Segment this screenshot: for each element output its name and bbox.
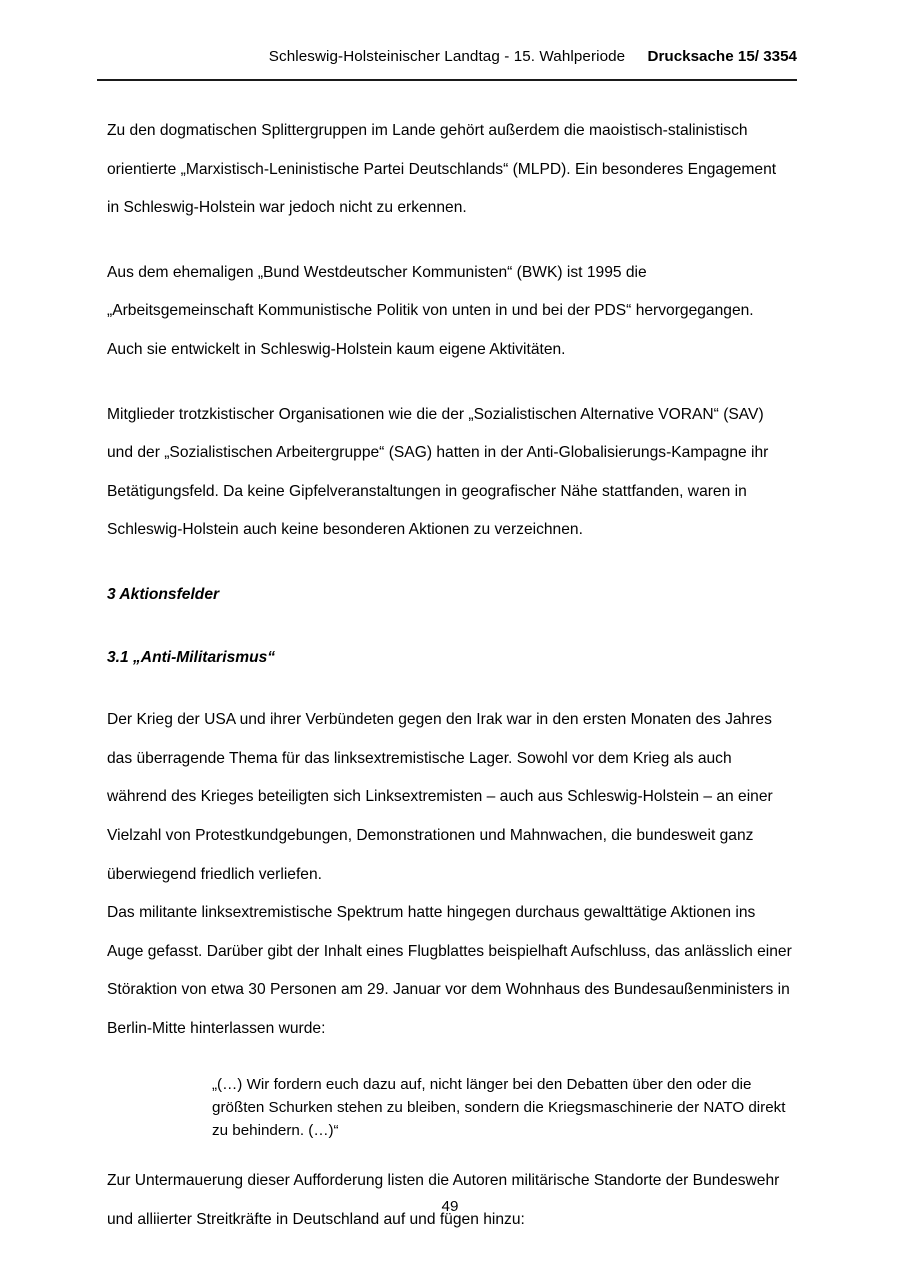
page-number: 49 [441, 1198, 459, 1215]
header-row [97, 48, 797, 65]
running-header [97, 48, 797, 78]
paragraph-irakkrieg: Der Krieg der USA und ihrer Verbündeten gegen den Irak war in den ersten Monaten des Jahres das überragende Thema für das linksextremistische Lager. Sowohl vor dem Krieg als auch während des Krieges beteiligten sich Linksextremisten – auch aus Schleswig-Holstein – an einer Vielzahl von Protestkundgebungen, Demonstrationen und Mahnwachen, die bundesweit ganz überwiegend friedlich verliefen. [107, 711, 778, 883]
paragraph-militantes-spektrum: Das militante linksextremistische Spektrum hatte hingegen durchaus gewalttätige Aktionen ins Auge gefasst. Darüber gibt der Inhalt eines Flugblattes beispielhaft Aufschluss, das anlässlich einer Störaktion von etwa 30 Personen am 29. Januar vor dem Wohnhaus des Bundesaußenministers in Berlin-Mitte hinterlassen wurde: [107, 904, 797, 1037]
page-footer [0, 1198, 900, 1216]
document-body [107, 112, 797, 1265]
header-divider-rule [97, 79, 797, 81]
paragraph-untermauerung: Zur Untermauerung dieser Aufforderung listen die Autoren militärische Standorte der Bundeswehr und alliierter Streitkräfte in Deutschland auf und fügen hinzu: [107, 1172, 784, 1228]
header-document-number: Drucksache 15/ 3354 [647, 48, 797, 65]
section-heading-aktionsfelder: 3 Aktionsfelder [107, 585, 220, 603]
header-title: Schleswig-Holsteinischer Landtag - 15. Wahlperiode [268, 48, 626, 65]
blockquote-flugblatt: „(…) Wir fordern euch dazu auf, nicht länger bei den Debatten über den oder die größten Schurken stehen zu bleiben, sondern die Kriegsmaschinerie der NATO direkt zu behindern. (…)“ [212, 1076, 790, 1139]
paragraph-mlpd: Zu den dogmatischen Splittergruppen im Lande gehört außerdem die maoistisch-stalinistisch orientierte „Marxistisch-Leninistische Partei Deutschlands“ (MLPD). Ein besonderes Engagement in Schleswig-Holstein war jedoch nicht zu erkennen. [107, 122, 781, 217]
section-subheading-anti-militarismus: 3.1 „Anti-Militarismus“ [107, 648, 276, 666]
paragraph-trotzkisten: Mitglieder trotzkistischer Organisationen wie die der „Sozialistischen Alternative VORAN“ (SAV) und der „Sozialistischen Arbeitergruppe“ (SAG) hatten in der Anti-Globalisierungs-Kampagne ihr Betätigungsfeld. Da keine Gipfelveranstaltungen in geografischer Nähe stattfanden, waren in Schleswig-Holstein auch keine besonderen Aktionen zu verzeichnen. [107, 405, 773, 539]
paragraph-bwk: Aus dem ehemaligen „Bund Westdeutscher Kommunisten“ (BWK) ist 1995 die „Arbeitsgemeinschaft Kommunistische Politik von unten in und bei der PDS“ hervorgegangen. Auch sie entwickelt in Schleswig-Holstein kaum eigene Aktivitäten. [107, 263, 758, 358]
